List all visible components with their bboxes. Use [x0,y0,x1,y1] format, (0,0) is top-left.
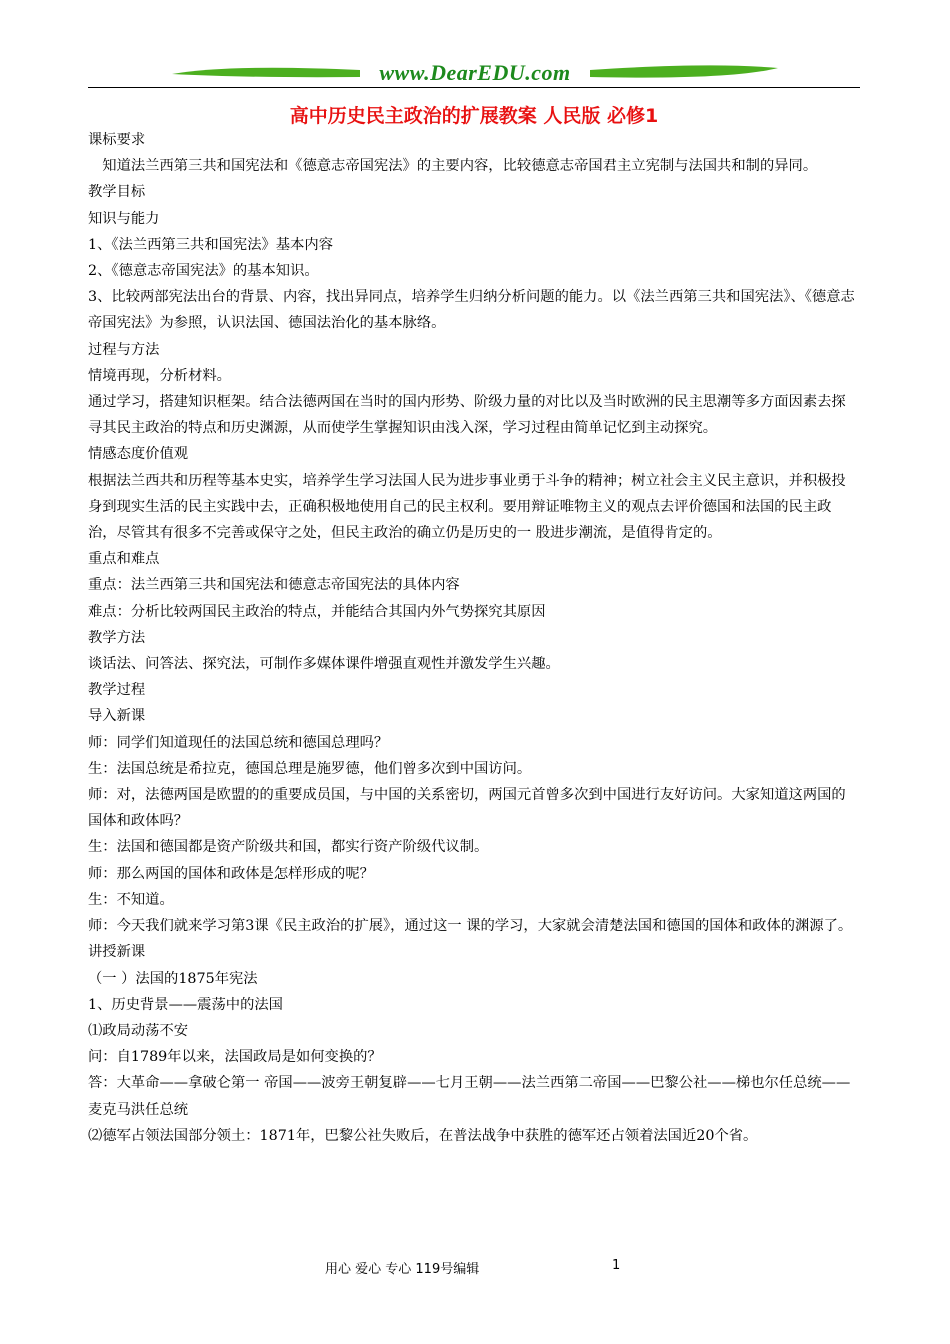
document-body [88,127,860,1149]
paragraph: ⑴政局动荡不安 [88,1022,189,1039]
paragraph: 根据法兰西共和历程等基本史实，培养学生学习法国人民为进步事业勇于斗争的精神；树立社会主义民主意识，并积极投身到现实生活的民主实践中去，正确积极地使用自己的民主权利。要用辩证唯物主义的观点去评价德国和法国的民主政治，尽管其有很多不完善或保守之处，但民主政治的确立仍是历史的一 股进步潮流，是值得肯定的。 [88,472,846,542]
paragraph: 师：同学们知道现任的法国总统和德国总理吗？ [88,734,389,751]
paragraph: ⑵德军占领法国部分领土：1871年，巴黎公社失败后，在普法战争中获胜的德军还占领着法国近20个省。 [88,1127,758,1144]
paragraph: 教学过程 [88,682,146,699]
paragraph: （一 ）法国的1875年宪法 [88,970,258,987]
paragraph: 过程与方法 [88,341,160,358]
paragraph: 难点：分析比较两国民主政治的特点，并能结合其国内外气势探究其原因 [88,603,546,620]
paragraph: 重点：法兰西第三共和国宪法和德意志帝国宪法的具体内容 [88,577,460,594]
site-logo [170,58,780,90]
paragraph: 3、比较两部宪法出台的背景、内容，找出异同点，培养学生归纳分析问题的能力。以《法兰西第三共和国宪法》、《德意志帝国宪法》为参照，认识法国、德国法治化的基本脉络。 [88,289,855,332]
paragraph: 情感态度价值观 [88,446,189,463]
paragraph: 1、历史背景——震荡中的法国 [88,996,283,1013]
paragraph: 教学目标 [88,184,146,201]
paragraph: 导入新课 [88,708,146,725]
paragraph: 知识与能力 [88,210,160,227]
paragraph: 2、《德意志帝国宪法》的基本知识。 [88,263,319,280]
paragraph: 师：今天我们就来学习第3课《民主政治的扩展》，通过这一 课的学习，大家就会清楚法国和德国的国体和政体的渊源了。 [88,918,853,935]
paragraph: 教学方法 [88,629,146,646]
logo-text: www.DearEDU.com [379,60,571,85]
paragraph: 生：法国总统是希拉克，德国总理是施罗德，他们曾多次到中国访问。 [88,760,532,777]
paragraph: 谈话法、问答法、探究法，可制作多媒体课件增强直观性并激发学生兴趣。 [88,656,560,673]
paragraph: 1、《法兰西第三共和国宪法》基本内容 [88,236,333,253]
paragraph: 师：对，法德两国是欧盟的的重要成员国，与中国的关系密切，两国元首曾多次到中国进行友好访问。大家知道这两国的国体和政体吗？ [88,787,846,830]
paragraph: 生：不知道。 [88,891,174,908]
paragraph: 答：大革命——拿破仑第一 帝国——波旁王朝复辟——七月王朝——法兰西第二帝国——巴黎公社——梯也尔任总统——麦克马洪任总统 [88,1075,851,1118]
paragraph: 知道法兰西第三共和国宪法和《德意志帝国宪法》的主要内容，比较德意志帝国君主立宪制与法国共和制的异同。 [102,158,818,175]
page-number: 1 [612,1258,621,1273]
paragraph: 通过学习，搭建知识框架。结合法德两国在当时的国内形势、阶级力量的对比以及当时欧洲的民主思潮等多方面因素去探寻其民主政治的特点和历史渊源，从而使学生掌握知识由浅入深，学习过程由简单记忆到主动探究。 [88,394,846,437]
paragraph: 生：法国和德国都是资产阶级共和国，都实行资产阶级代议制。 [88,839,489,856]
paragraph: 讲授新课 [88,944,146,961]
paragraph: 课标要求 [88,132,146,148]
paragraph: 问：自1789年以来，法国政局是如何变换的？ [88,1049,382,1066]
paragraph: 情境再现，分析材料。 [88,367,231,384]
footer-text: 用心 爱心 专心 119号编辑 [325,1262,480,1277]
paragraph: 重点和难点 [88,551,160,568]
header-rule [88,87,860,88]
paragraph: 师：那么两国的国体和政体是怎样形成的呢？ [88,865,374,882]
page-title: 高中历史民主政治的扩展教案 人民版 必修1 [289,105,659,127]
